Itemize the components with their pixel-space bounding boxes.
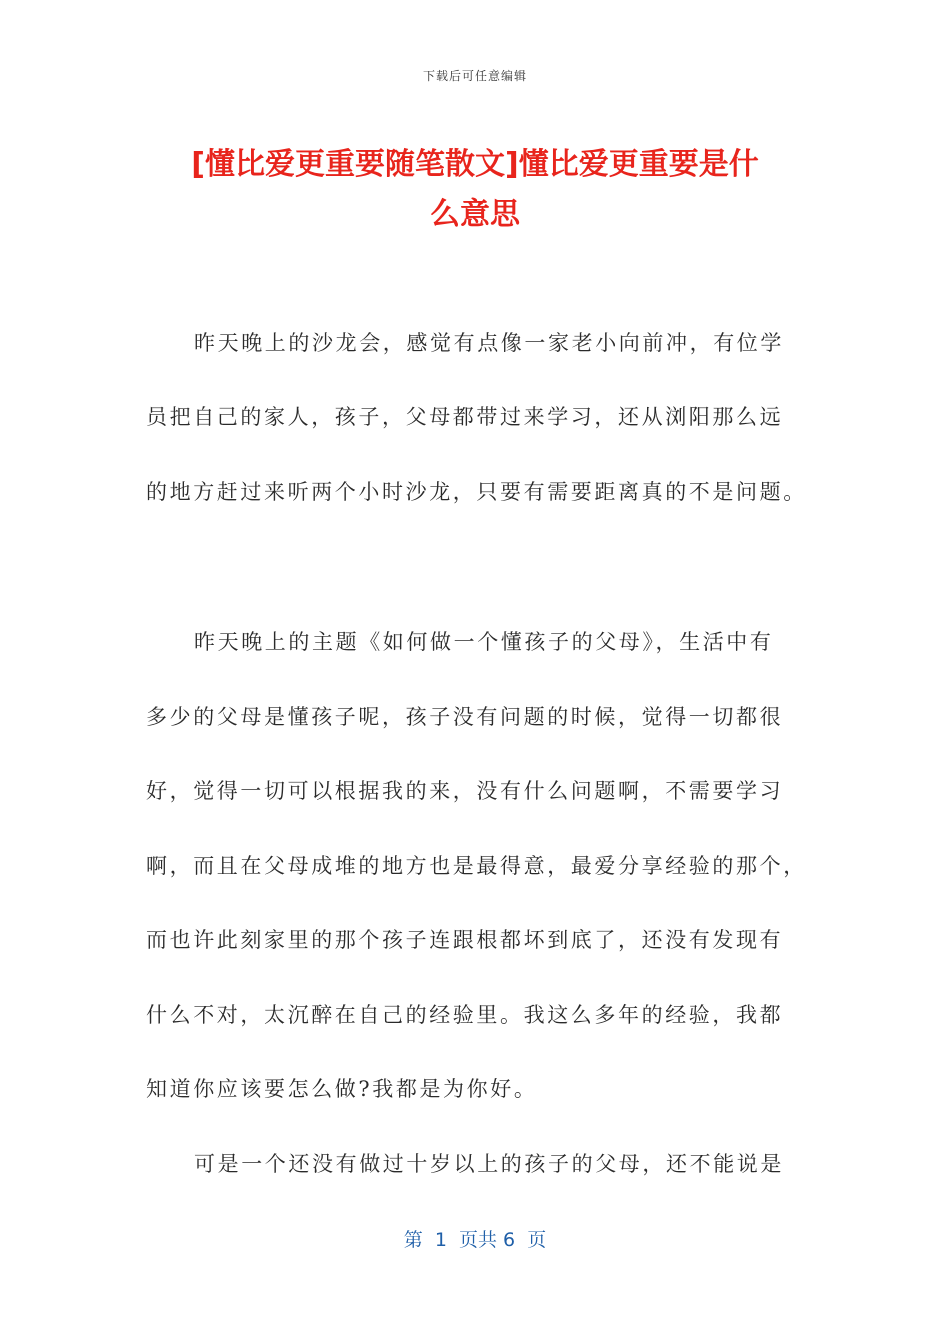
paragraph-2-line-1: 昨天晚上的主题《如何做一个懂孩子的父母》，生活中有 (194, 630, 774, 654)
page-footer: 第 1 页共 6 页 (403, 1229, 547, 1251)
title-line-1: [懂比爱更重要随笔散文]懂比爱更重要是什 (191, 147, 759, 182)
paragraph-1-line-1: 昨天晚上的沙龙会，感觉有点像一家老小向前冲，有位学 (194, 331, 784, 355)
title-line-2: 么意思 (430, 197, 520, 232)
header-note: 下载后可任意编辑 (422, 69, 527, 83)
paragraph-2-line-5: 而也许此刻家里的那个孩子连跟根都坏到底了，还没有发现有 (146, 928, 784, 952)
paragraph-2-line-4: 啊，而且在父母成堆的地方也是最得意，最爱分享经验的那个， (146, 854, 807, 878)
paragraph-2-line-2: 多少的父母是懂孩子呢，孩子没有问题的时候，觉得一切都很 (146, 705, 784, 729)
paragraph-1-line-2: 员把自己的家人，孩子，父母都带过来学习，还从浏阳那么远 (146, 405, 784, 429)
paragraph-1-line-3: 的地方赶过来听两个小时沙龙，只要有需要距离真的不是问题。 (146, 480, 807, 504)
paragraph-2-line-6: 什么不对，太沉醉在自己的经验里。我这么多年的经验，我都 (146, 1003, 784, 1027)
document-title (140, 140, 810, 240)
paragraph-2-line-7: 知道你应该要怎么做?我都是为你好。 (146, 1077, 538, 1101)
paragraph-3-line-1: 可是一个还没有做过十岁以上的孩子的父母，还不能说是 (194, 1152, 784, 1176)
paragraph-2-line-3: 好，觉得一切可以根据我的来，没有什么问题啊，不需要学习 (146, 779, 784, 803)
